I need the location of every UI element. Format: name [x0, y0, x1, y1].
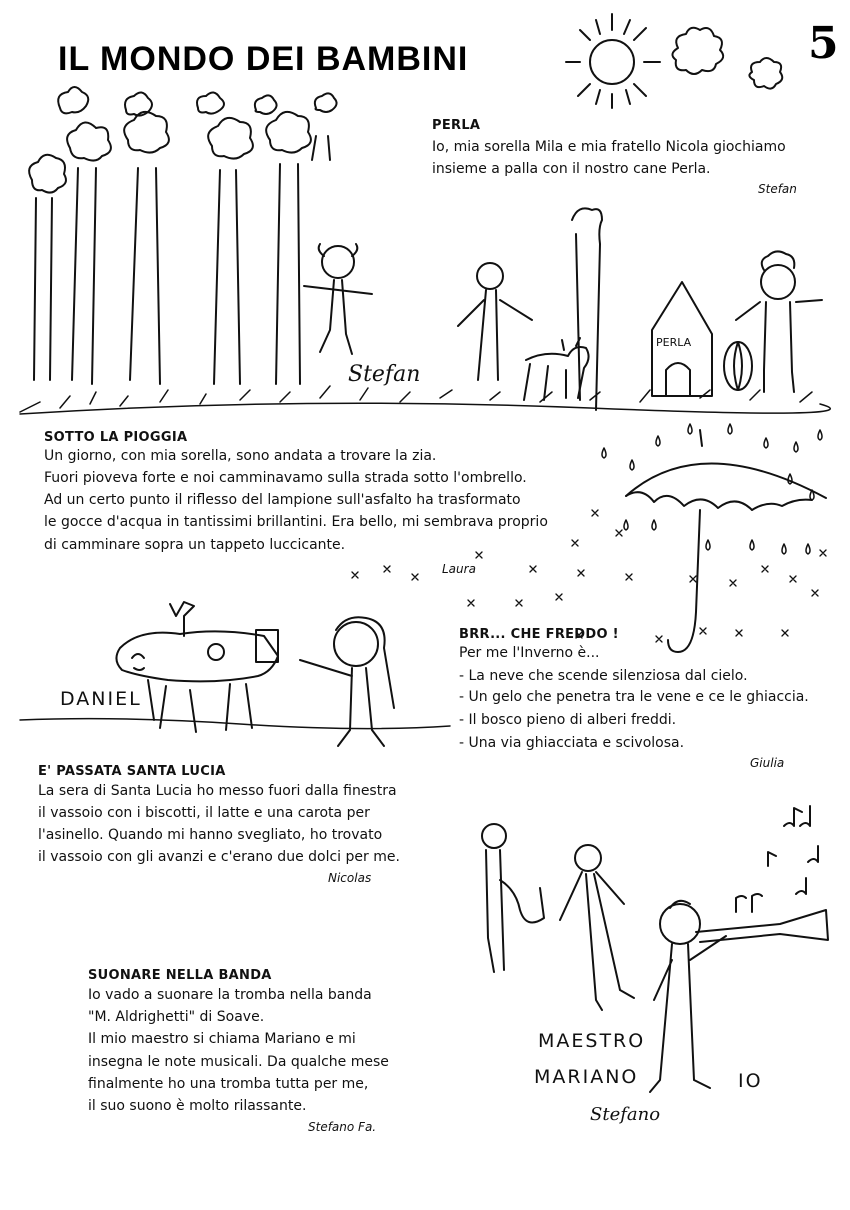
- pioggia-line-4: le gocce d'acqua in tantissimi brillantini. Era bello, mi sembrava proprio: [44, 514, 548, 530]
- page-title: IL MONDO DEI BAMBINI: [58, 40, 469, 78]
- pioggia-author: Laura: [442, 562, 476, 576]
- perla-author: Stefan: [758, 182, 797, 196]
- lucia-line-1: La sera di Santa Lucia ho messo fuori dalla finestra: [38, 783, 397, 799]
- banda-title: SUONARE NELLA BANDA: [88, 968, 272, 983]
- perla-line-1: Io, mia sorella Mila e mia fratello Nicola giochiamo: [432, 139, 786, 155]
- lucia-line-2: il vassoio con i biscotti, il latte e una carota per: [38, 805, 370, 821]
- banda-author: Stefano Fa.: [308, 1120, 377, 1134]
- sun-drawing: [566, 14, 660, 108]
- lucia-title: E' PASSATA SANTA LUCIA: [38, 764, 226, 779]
- freddo-line-3: - Un gelo che penetra tra le vene e ce le ghiaccia.: [459, 689, 809, 705]
- pioggia-title: SOTTO LA PIOGGIA: [44, 430, 188, 445]
- mariano-label: MARIANO: [534, 1066, 639, 1088]
- perla-line-2: insieme a palla con il nostro cane Perla.: [432, 161, 711, 177]
- perla-signature: Stefan: [348, 362, 421, 387]
- pioggia-line-2: Fuori pioveva forte e noi camminavamo sulla strada sotto l'ombrello.: [44, 470, 527, 486]
- lucia-line-4: il vassoio con gli avanzi e c'erano due dolci per me.: [38, 849, 400, 865]
- freddo-line-5: - Una via ghiacciata e scivolosa.: [459, 735, 685, 751]
- band-signature: Stefano: [590, 1104, 661, 1125]
- freddo-title: BRR... CHE FREDDO !: [459, 627, 619, 642]
- lucia-line-3: l'asinello. Quando mi hanno svegliato, ho trovato: [38, 827, 383, 843]
- maestro-label: MAESTRO: [538, 1030, 646, 1052]
- daniel-label: DANIEL: [60, 688, 142, 710]
- banda-line-1: Io vado a suonare la tromba nella banda: [88, 987, 372, 1003]
- banda-line-3: Il mio maestro si chiama Mariano e mi: [88, 1031, 356, 1047]
- banda-line-6: il suo suono è molto rilassante.: [88, 1098, 307, 1114]
- pioggia-line-3: Ad un certo punto il riflesso del lampione sull'asfalto ha trasformato: [44, 492, 521, 508]
- house-label: PERLA: [656, 336, 692, 349]
- pioggia-line-1: Un giorno, con mia sorella, sono andata a trovare la zia.: [44, 448, 437, 464]
- daniel-drawing: [20, 602, 450, 746]
- lucia-author: Nicolas: [328, 871, 372, 885]
- umbrella-drawing: [602, 424, 826, 652]
- banda-line-2: "M. Aldrighetti" di Soave.: [88, 1009, 265, 1025]
- freddo-author: Giulia: [750, 756, 785, 770]
- freddo-line-2: - La neve che scende silenziosa dal cielo.: [459, 668, 748, 684]
- freddo-line-4: - Il bosco pieno di alberi freddi.: [459, 712, 677, 728]
- perla-title: PERLA: [432, 118, 481, 133]
- band-drawing: [482, 806, 828, 1092]
- pioggia-line-5: di camminare sopra un tappeto luccicante.: [44, 537, 346, 553]
- io-label: IO: [738, 1070, 763, 1092]
- page-number: 5: [808, 18, 839, 69]
- banda-line-5: finalmente ho una tromba tutta per me,: [88, 1076, 369, 1092]
- trees-drawing: [29, 87, 336, 384]
- freddo-line-1: Per me l'Inverno è...: [459, 645, 600, 661]
- banda-line-4: insegna le note musicali. Da qualche mese: [88, 1054, 389, 1070]
- cloud-drawing: [672, 28, 782, 89]
